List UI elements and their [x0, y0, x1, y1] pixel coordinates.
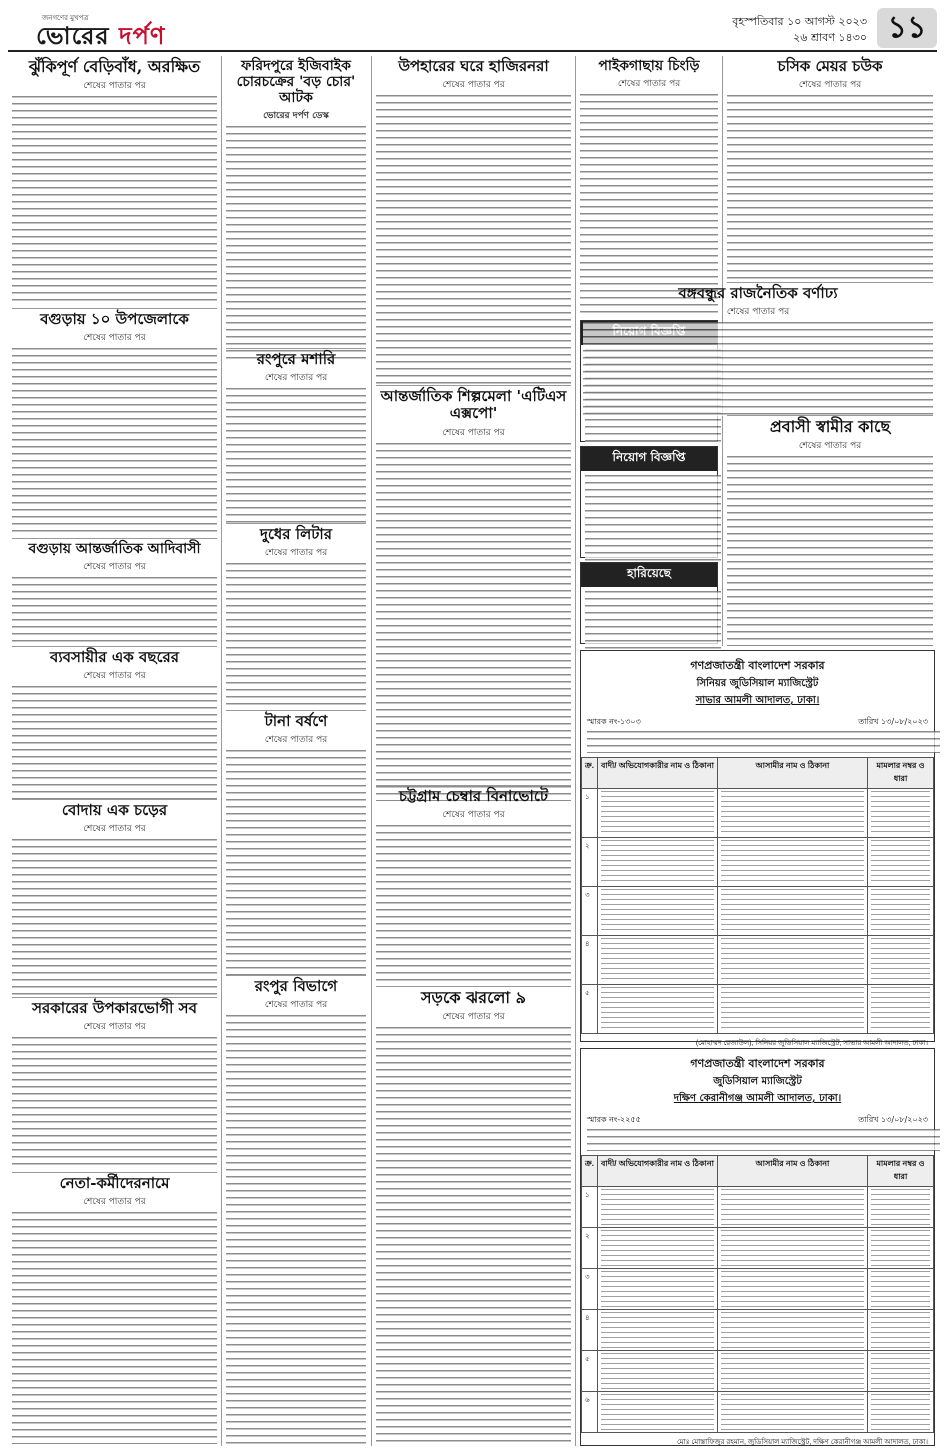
headline: উপহারের ঘরে হাজিরনরা [398, 57, 549, 75]
cell-text [721, 840, 864, 884]
notice-rows [582, 1187, 934, 1433]
row-serial: ১ [582, 789, 598, 838]
column-rule [575, 56, 576, 1446]
body-text [376, 95, 571, 385]
continued-label: শেষের পাতার পর [264, 735, 328, 746]
article-rangpur-division [226, 978, 366, 1445]
article-milk-litre [226, 526, 366, 708]
article-faridpur-easybike [226, 58, 366, 346]
continued-label: শেষের পাতার পর [798, 80, 862, 91]
table-row [582, 1228, 934, 1269]
article-embankment [12, 58, 217, 306]
headline: পাইকগাছায় চিংড়ি [598, 58, 700, 74]
cell-text [721, 889, 864, 933]
cell-text [871, 1353, 930, 1389]
row-cell [598, 1228, 718, 1269]
article-government-beneficiaries [12, 1000, 217, 1170]
row-cell [598, 789, 718, 838]
notice-ref [581, 1112, 934, 1129]
table-row [582, 985, 934, 1034]
headline: বগুড়ায় ১০ উপজেলাকে [40, 310, 189, 328]
lost-notice [580, 562, 718, 644]
row-serial: ৫ [582, 1351, 598, 1392]
row-cell [868, 887, 934, 936]
continued-label: শেষের পাতার পর [83, 1197, 146, 1208]
logo-name-part2: দর্পণ [119, 21, 166, 50]
notice-intro-text [587, 731, 940, 753]
continued-label: শেষের পাতার পর [83, 1022, 146, 1033]
body-text [12, 348, 217, 536]
row-cell [718, 887, 868, 936]
row-serial: ১ [582, 1187, 598, 1228]
article-bangabandhu-political [583, 285, 933, 413]
row-serial: ২ [582, 1228, 598, 1269]
logo-name [36, 18, 165, 58]
cell-text [601, 1312, 714, 1348]
headline: বগুড়ায় আন্তর্জাতিক আদিবাসী [28, 541, 201, 557]
row-cell [598, 985, 718, 1034]
cell-text [721, 987, 864, 1031]
ref-date: তারিখ ১৩/০৮/২০২৩ [858, 1115, 928, 1124]
row-cell [868, 1310, 934, 1351]
body-text [376, 443, 571, 801]
row-serial: ৪ [582, 936, 598, 985]
cell-text [871, 938, 930, 982]
cell-text [721, 1312, 864, 1348]
row-cell [718, 1228, 868, 1269]
article-rule [727, 282, 933, 283]
article-boda-slap [12, 802, 217, 995]
body-text [226, 750, 366, 976]
body-text [376, 1027, 571, 1447]
continued-label: শেষের পাতার পর [442, 80, 505, 91]
cell-text [601, 840, 714, 884]
article-rule [12, 997, 217, 998]
body-text [226, 126, 366, 362]
body-text [226, 1015, 366, 1445]
notice-subtitle: জুডিসিয়াল ম্যাজিস্ট্রেট [713, 1076, 802, 1087]
article-rule [226, 975, 366, 976]
article-leaders-workers [12, 1175, 217, 1445]
col-complainant: বাদী/ অভিযোগকারীর নাম ও ঠিকানা [598, 1156, 718, 1187]
notice-title: গণপ্রজাতন্ত্রী বাংলাদেশ সরকার [690, 1057, 825, 1070]
col-case-number: মামলার নম্বর ও ধারা [868, 1156, 934, 1187]
continued-label: শেষের পাতার পর [83, 671, 146, 682]
row-cell [868, 1228, 934, 1269]
cell-text [871, 840, 930, 884]
continued-label: শেষের পাতার পর [83, 81, 146, 92]
article-rule [12, 799, 217, 800]
article-heavy-rain [226, 713, 366, 973]
masthead [8, 6, 937, 52]
article-gift-house [376, 58, 571, 383]
cell-text [721, 791, 864, 835]
row-cell [718, 1310, 868, 1351]
cell-text [871, 1189, 930, 1225]
cell-text [871, 1312, 930, 1348]
row-cell [868, 1269, 934, 1310]
notice-rows [582, 789, 934, 1034]
notice-ref [581, 714, 934, 731]
continued-label: শেষের পাতার পর [442, 1012, 505, 1023]
col-case-number: মামলার নম্বর ও ধারা [868, 758, 934, 789]
headline: সরকারের উপকারভোগী সব [32, 999, 197, 1017]
notice-table [581, 1155, 934, 1433]
row-cell [718, 936, 868, 985]
table-row [582, 838, 934, 887]
article-rangpur-mosquito-net [226, 351, 366, 521]
logo-kicker: জনগণের মুখপত্র [42, 14, 89, 22]
article-chasik-mayor [727, 58, 933, 280]
cell-text [721, 1189, 864, 1225]
notice-title: হারিয়েছে [581, 563, 717, 587]
cell-text [601, 1189, 714, 1225]
column-rule [221, 56, 222, 1446]
row-cell [868, 789, 934, 838]
byline: ভোরের দর্পণ ডেস্ক [263, 111, 329, 122]
body-text [727, 456, 933, 646]
article-ats-expo [376, 388, 571, 783]
row-serial: ৩ [582, 887, 598, 936]
continued-label: শেষের পাতার পর [83, 824, 146, 835]
cell-text [871, 889, 930, 933]
article-rule [376, 986, 571, 987]
cell-text [601, 1394, 714, 1430]
ref-number: স্মারক নং-২২৫৫ [587, 1115, 641, 1124]
headline: ব্যবসায়ীর এক বছরের [49, 648, 179, 666]
date-english: বৃহস্পতিবার ১০ আগস্ট ২০২৩ [732, 15, 867, 28]
body-text [12, 1212, 217, 1444]
article-rule [376, 385, 571, 386]
body-text [583, 322, 933, 416]
continued-label: শেষের পাতার পর [442, 427, 505, 438]
table-row [582, 1392, 934, 1433]
notice-body-text [585, 591, 721, 649]
row-cell [598, 887, 718, 936]
body-text [12, 1037, 217, 1169]
ref-number: স্মারক নং-১৩০৩ [587, 717, 641, 726]
notice-subtitle: সিনিয়র জুডিসিয়াল ম্যাজিস্ট্রেট [696, 678, 819, 689]
row-cell [868, 1187, 934, 1228]
table-row [582, 1310, 934, 1351]
cell-text [871, 987, 930, 1031]
cell-text [871, 1394, 930, 1430]
cell-text [601, 791, 714, 835]
article-rule [376, 785, 571, 786]
cell-text [601, 987, 714, 1031]
body-text [226, 563, 366, 711]
page-number: ১১ [877, 8, 937, 48]
row-cell [718, 1269, 868, 1310]
cell-text [871, 791, 930, 835]
row-serial: ৪ [582, 1310, 598, 1351]
dateline [732, 14, 867, 46]
row-cell [598, 1351, 718, 1392]
table-row [582, 1351, 934, 1392]
continued-label: শেষের পাতার পর [83, 562, 146, 573]
notice-org: সাভার আমলী আদালত, ঢাকা। [695, 695, 820, 706]
cell-text [721, 1394, 864, 1430]
notice-table [581, 757, 934, 1034]
body-text [12, 839, 217, 997]
article-rule [226, 523, 366, 524]
cell-text [601, 938, 714, 982]
cell-text [721, 1230, 864, 1266]
article-expat-husband [727, 418, 933, 644]
notice-org: দক্ষিণ কেরানীগঞ্জ আমলী আদালত, ঢাকা। [673, 1093, 842, 1104]
row-cell [868, 985, 934, 1034]
row-serial: ২ [582, 838, 598, 887]
cell-text [721, 1271, 864, 1307]
cell-text [721, 1353, 864, 1389]
article-rule [12, 308, 217, 309]
date-bengali: ২৬ শ্রাবণ ১৪৩০ [793, 31, 867, 44]
notice-footer: (মোহাম্মদ রেজাউল), সিনিয়র জুডিসিয়াল ম্যাজিস্ট্রেট, সাভার আমলী আদালত, ঢাকা। [695, 1040, 928, 1047]
continued-label: শেষের পাতার পর [264, 548, 328, 559]
headline: ফরিদপুরে ইজিবাইক চোরচক্রের 'বড় চোর' আটক [236, 58, 356, 107]
col-accused: আসামীর নাম ও ঠিকানা [718, 758, 868, 789]
col-complainant: বাদী/ অভিযোগকারীর নাম ও ঠিকানা [598, 758, 718, 789]
article-rule [226, 710, 366, 711]
article-rule [727, 415, 933, 416]
col-accused: আসামীর নাম ও ঠিকানা [718, 1156, 868, 1187]
headline: টানা বর্ষণে [264, 712, 328, 730]
col-serial: ক্র. [582, 758, 598, 789]
row-cell [868, 838, 934, 887]
headline: চসিক মেয়র চউক [777, 57, 883, 75]
article-road-accident [376, 989, 571, 1445]
ad-body-text [585, 475, 721, 561]
headline: দুধের লিটার [259, 525, 333, 543]
ad-title: নিয়োগ বিজ্ঞপ্তি [581, 447, 717, 471]
cell-text [601, 1230, 714, 1266]
article-paikgachha-shrimp [580, 58, 718, 316]
article-rule [12, 646, 217, 647]
body-text [12, 686, 217, 800]
continued-label: শেষের পাতার পর [442, 810, 505, 821]
article-businessman [12, 649, 217, 797]
cell-text [601, 1353, 714, 1389]
column-rule [371, 56, 372, 1446]
body-text [12, 577, 217, 647]
row-cell [718, 1392, 868, 1433]
cell-text [601, 1271, 714, 1307]
continued-label: শেষের পাতার পর [617, 79, 681, 90]
article-rule [12, 538, 217, 539]
cell-text [871, 1271, 930, 1307]
headline: বোদায় এক চড়ের [61, 801, 168, 819]
article-bogura-adivasi [12, 541, 217, 644]
cell-text [871, 1230, 930, 1266]
row-cell [718, 838, 868, 887]
headline: নেতা-কর্মীদেরনামে [59, 1174, 170, 1192]
headline: বঙ্গবন্ধুর রাজনৈতিক বর্ণাঢ্য [678, 284, 838, 302]
headline: আন্তর্জাতিক শিল্পমেলা 'এটিএস এক্সপো' [380, 387, 567, 423]
continued-label: শেষের পাতার পর [264, 1000, 328, 1011]
headline: প্রবাসী স্বামীর কাছে [769, 417, 891, 436]
row-cell [868, 1392, 934, 1433]
headline: রংপুর বিভাগে [254, 977, 338, 995]
logo-name-part1: ভোরের [36, 21, 110, 50]
row-cell [598, 838, 718, 887]
row-cell [718, 1187, 868, 1228]
article-ctg-chamber [376, 788, 571, 984]
headline: সড়কে ঝরলো ৯ [420, 988, 527, 1007]
continued-label: শেষের পাতার পর [264, 373, 328, 384]
body-text [226, 388, 366, 524]
table-row [582, 887, 934, 936]
notice-title: গণপ্রজাতন্ত্রী বাংলাদেশ সরকার [690, 659, 825, 672]
continued-label: শেষের পাতার পর [83, 333, 146, 344]
court-notice-savar [580, 650, 935, 1047]
row-serial: ৬ [582, 1392, 598, 1433]
continued-label: শেষের পাতার পর [798, 441, 862, 452]
row-cell [598, 1269, 718, 1310]
row-serial: ৩ [582, 1269, 598, 1310]
body-text [727, 95, 933, 281]
headline: ঝুঁকিপূর্ণ বেড়িবাঁধ, অরক্ষিত [28, 57, 201, 76]
row-cell [718, 1351, 868, 1392]
headline: চট্টগ্রাম চেম্বার বিনাভোটে [398, 787, 549, 805]
body-text [12, 96, 217, 304]
row-serial: ৫ [582, 985, 598, 1034]
row-cell [598, 1392, 718, 1433]
ref-date: তারিখ ১৩/০৮/২০২৩ [858, 717, 928, 726]
court-notice-keraniganj [580, 1048, 935, 1446]
article-rule [12, 1172, 217, 1173]
body-text [376, 825, 571, 985]
table-row [582, 936, 934, 985]
notice-intro-text [587, 1129, 940, 1151]
newspaper-logo [36, 12, 206, 48]
table-row [582, 1269, 934, 1310]
row-cell [868, 1351, 934, 1392]
continued-label: শেষের পাতার পর [726, 307, 790, 318]
row-cell [598, 1310, 718, 1351]
row-cell [718, 985, 868, 1034]
row-cell [598, 936, 718, 985]
table-row [582, 789, 934, 838]
headline: রংপুরে মশারি [256, 350, 336, 368]
table-row [582, 1187, 934, 1228]
notice-footer: মোঃ মোস্তাফিজুর রহমান, জুডিসিয়াল ম্যাজিস্ট্রেট, দক্ষিণ কেরানীগঞ্জ আমলী আদালত, ঢাকা। [676, 1439, 928, 1446]
row-cell [868, 936, 934, 985]
cell-text [601, 889, 714, 933]
row-cell [718, 789, 868, 838]
article-rule [226, 348, 366, 349]
article-bogura-upazila [12, 311, 217, 536]
row-cell [598, 1187, 718, 1228]
col-serial: ক্র. [582, 1156, 598, 1187]
recruitment-ad-2 [580, 446, 718, 558]
cell-text [721, 938, 864, 982]
